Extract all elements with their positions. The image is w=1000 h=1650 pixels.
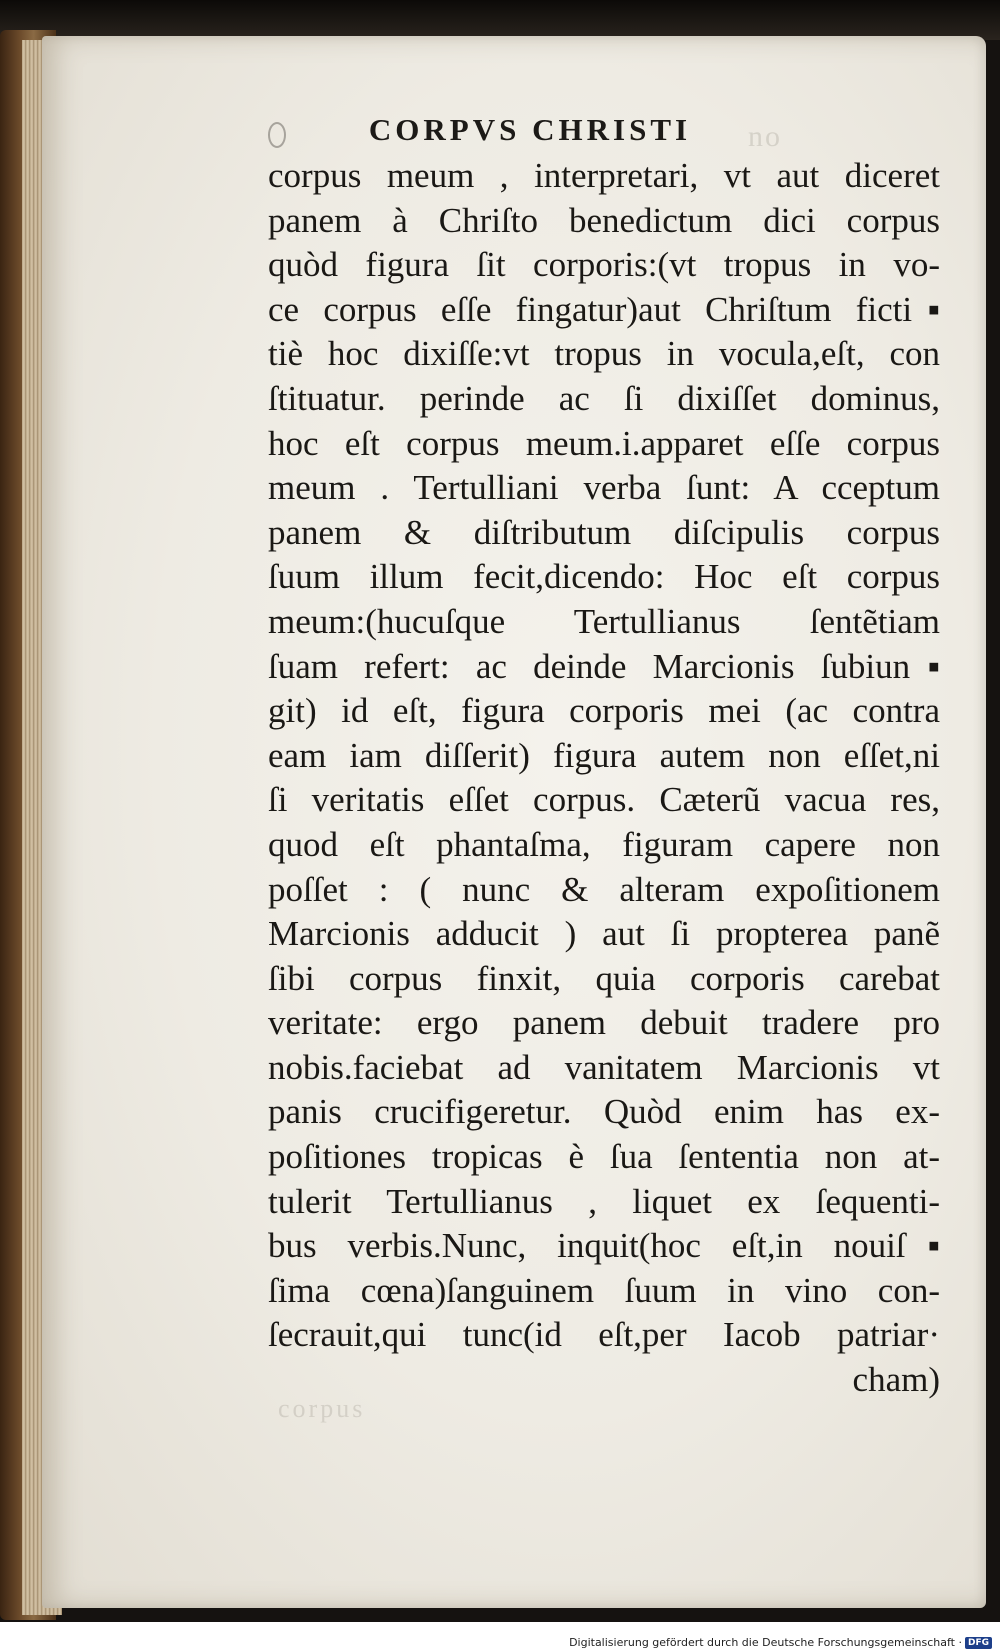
running-head: CORPVS CHRISTI <box>368 112 692 147</box>
text-block <box>268 154 940 1403</box>
text-line: Marcionis adducit ) aut ſi propterea panẽ <box>268 914 940 954</box>
text-line: ſuam refert: ac deinde Marcionis ſubiun▪ <box>268 646 940 686</box>
text-line: ce corpus eſſe fingatur)aut Chriſtum ficti▪ <box>268 289 940 329</box>
catchword: cham) <box>852 1360 940 1400</box>
digitization-credit <box>569 1636 992 1649</box>
text-line: panis crucifigeretur. Quòd enim has ex- <box>268 1092 940 1132</box>
dfg-logo: DFG <box>965 1637 992 1649</box>
text-line: tiè hoc dixiſſe:vt tropus in vocula,eſt, con <box>268 334 940 374</box>
text-line: ſibi corpus finxit, quia corporis carebat <box>268 958 940 998</box>
credit-text: Digitalisierung gefördert durch die Deutsche Forschungsgemeinschaft · <box>569 1636 962 1649</box>
text-line: quòd figura ſit corporis:(vt tropus in vo- <box>268 245 940 285</box>
text-line: poſſet : ( nunc & alteram expoſitionem <box>268 869 940 909</box>
text-line: bus verbis.Nunc, inquit(hoc eſt,in nouiſ▪ <box>268 1226 940 1266</box>
bleed-through-top: no <box>748 120 782 153</box>
text-line: ſi veritatis eſſet corpus. Cæterũ vacua res, <box>268 780 940 820</box>
text-line: meum . Tertulliani verba ſunt: A cceptum <box>268 468 940 508</box>
text-line: ſecrauit,qui tunc(id eſt,per Iacob patriar· <box>268 1315 940 1355</box>
text-line: panem à Chriſto benedictum dici corpus <box>268 200 940 240</box>
text-line: meum:(hucuſque Tertullianus ſentẽtiam <box>268 601 940 641</box>
scan-background-top <box>0 0 1000 40</box>
text-line: eam iam diſſerit) figura autem non eſſet,ni <box>268 735 940 775</box>
text-line: panem & diſtributum diſcipulis corpus <box>268 512 940 552</box>
text-line: ſuum illum fecit,dicendo: Hoc eſt corpus <box>268 557 940 597</box>
text-line: hoc eſt corpus meum.i.apparet eſſe corpus <box>268 423 940 463</box>
text-line: veritate: ergo panem debuit tradere pro <box>268 1003 940 1043</box>
text-line: tulerit Tertullianus , liquet ex ſequenti- <box>268 1181 940 1221</box>
text-line: corpus meum , interpretari, vt aut diceret <box>268 156 940 195</box>
text-line: nobis.faciebat ad vanitatem Marcionis vt <box>268 1047 940 1087</box>
bleed-through-bottom: corpus <box>278 1394 366 1423</box>
text-line: ſima cœna)ſanguinem ſuum in vino con- <box>268 1270 940 1310</box>
text-line: poſitiones tropicas è ſua ſententia non at- <box>268 1137 940 1177</box>
text-line: quod eſt phantaſma, figuram capere non <box>268 824 940 864</box>
text-line: git) id eſt, figura corporis mei (ac contra <box>268 691 940 731</box>
text-line: ſtituatur. perinde ac ſi dixiſſet dominus, <box>268 378 940 418</box>
